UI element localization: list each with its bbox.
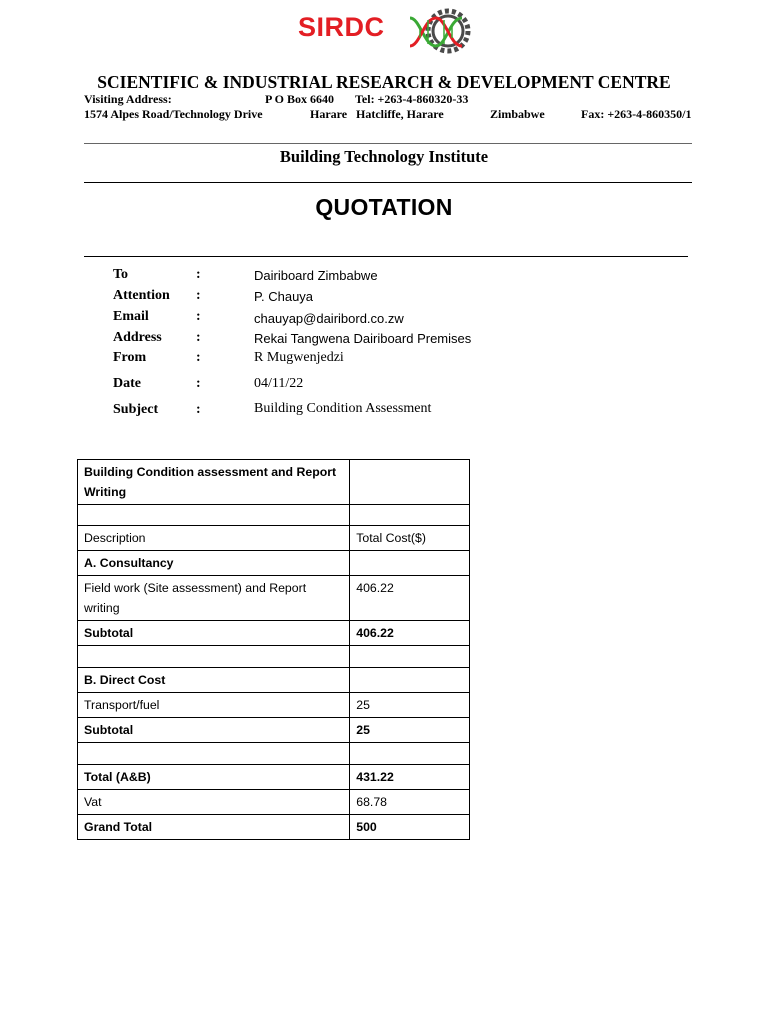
email-label: Email [113,309,149,324]
table-cell [350,505,470,526]
suburb: Hatcliffe, Harare [356,107,444,121]
fieldwork-value: 406.22 [350,576,470,621]
visiting-address-label: Visiting Address: [84,92,172,106]
table-header-row [78,526,470,551]
table-cell [350,668,470,693]
date-label: Date [113,376,141,391]
colon: : [196,288,201,303]
table-cell [350,646,470,668]
institute-name: Building Technology Institute [279,147,489,166]
table-title: Building Condition assessment and Report Writing [78,460,350,505]
table-row [78,693,470,718]
colon: : [196,376,201,391]
table-row [78,621,470,646]
colon: : [196,330,201,345]
table-cell [78,743,350,765]
description-header: Description [78,526,350,551]
total-value: 431.22 [350,765,470,790]
table-row [78,668,470,693]
telephone: Tel: +263-4-860320-33 [355,92,469,106]
subtotal-a-label: Subtotal [78,621,350,646]
subtotal-b-label: Subtotal [78,718,350,743]
table-row [78,460,470,505]
table-cell [350,743,470,765]
table-row [78,551,470,576]
table-row [78,790,470,815]
email-value: chauyap@dairibord.co.zw [254,311,404,326]
transport-value: 25 [350,693,470,718]
divider [84,143,692,144]
transport-label: Transport/fuel [78,693,350,718]
organization-name: SCIENTIFIC & INDUSTRIAL RESEARCH & DEVELOPMENT CENTRE [97,72,671,92]
fieldwork-label: Field work (Site assessment) and Report writing [78,576,350,621]
table-cell [78,646,350,668]
table-cell [78,505,350,526]
attention-value: P. Chauya [254,289,314,304]
date-value: 04/11/22 [254,376,304,391]
from-label: From [113,350,147,365]
colon: : [196,267,201,282]
colon: : [196,350,201,365]
table-row [78,815,470,840]
street-address: 1574 Alpes Road/Technology Drive [84,107,263,121]
colon: : [196,309,201,324]
attention-label: Attention [113,288,170,303]
country: Zimbabwe [490,107,545,121]
address-label: Address [113,330,162,345]
subtotal-b-value: 25 [350,718,470,743]
from-value: R Mugwenjedzi [254,350,344,365]
divider [84,182,692,183]
address-value: Rekai Tangwena Dairiboard Premises [254,331,472,346]
fax: Fax: +263-4-860350/1 [581,107,692,121]
table-row [78,505,470,526]
document-title: QUOTATION [315,194,453,220]
table-row [78,743,470,765]
table-cell [350,460,470,505]
grand-total-value: 500 [350,815,470,840]
table-row [78,646,470,668]
quotation-table [77,459,470,840]
po-box: P O Box 6640 [265,92,335,106]
divider [84,256,688,257]
subject-label: Subject [113,402,159,417]
direct-cost-heading: B. Direct Cost [78,668,350,693]
grand-total-label: Grand Total [78,815,350,840]
vat-value: 68.78 [350,790,470,815]
table-cell [350,551,470,576]
colon: : [196,402,201,417]
consultancy-heading: A. Consultancy [78,551,350,576]
table-row [78,718,470,743]
to-label: To [113,267,129,282]
total-cost-header: Total Cost($) [350,526,470,551]
subtotal-a-value: 406.22 [350,621,470,646]
to-value: Dairiboard Zimbabwe [254,268,378,283]
table-row [78,765,470,790]
subject-value: Building Condition Assessment [254,401,432,416]
city: Harare [310,107,348,121]
logo-text: SIRDC [298,12,385,42]
total-label: Total (A&B) [78,765,350,790]
table-row [78,576,470,621]
vat-label: Vat [78,790,350,815]
